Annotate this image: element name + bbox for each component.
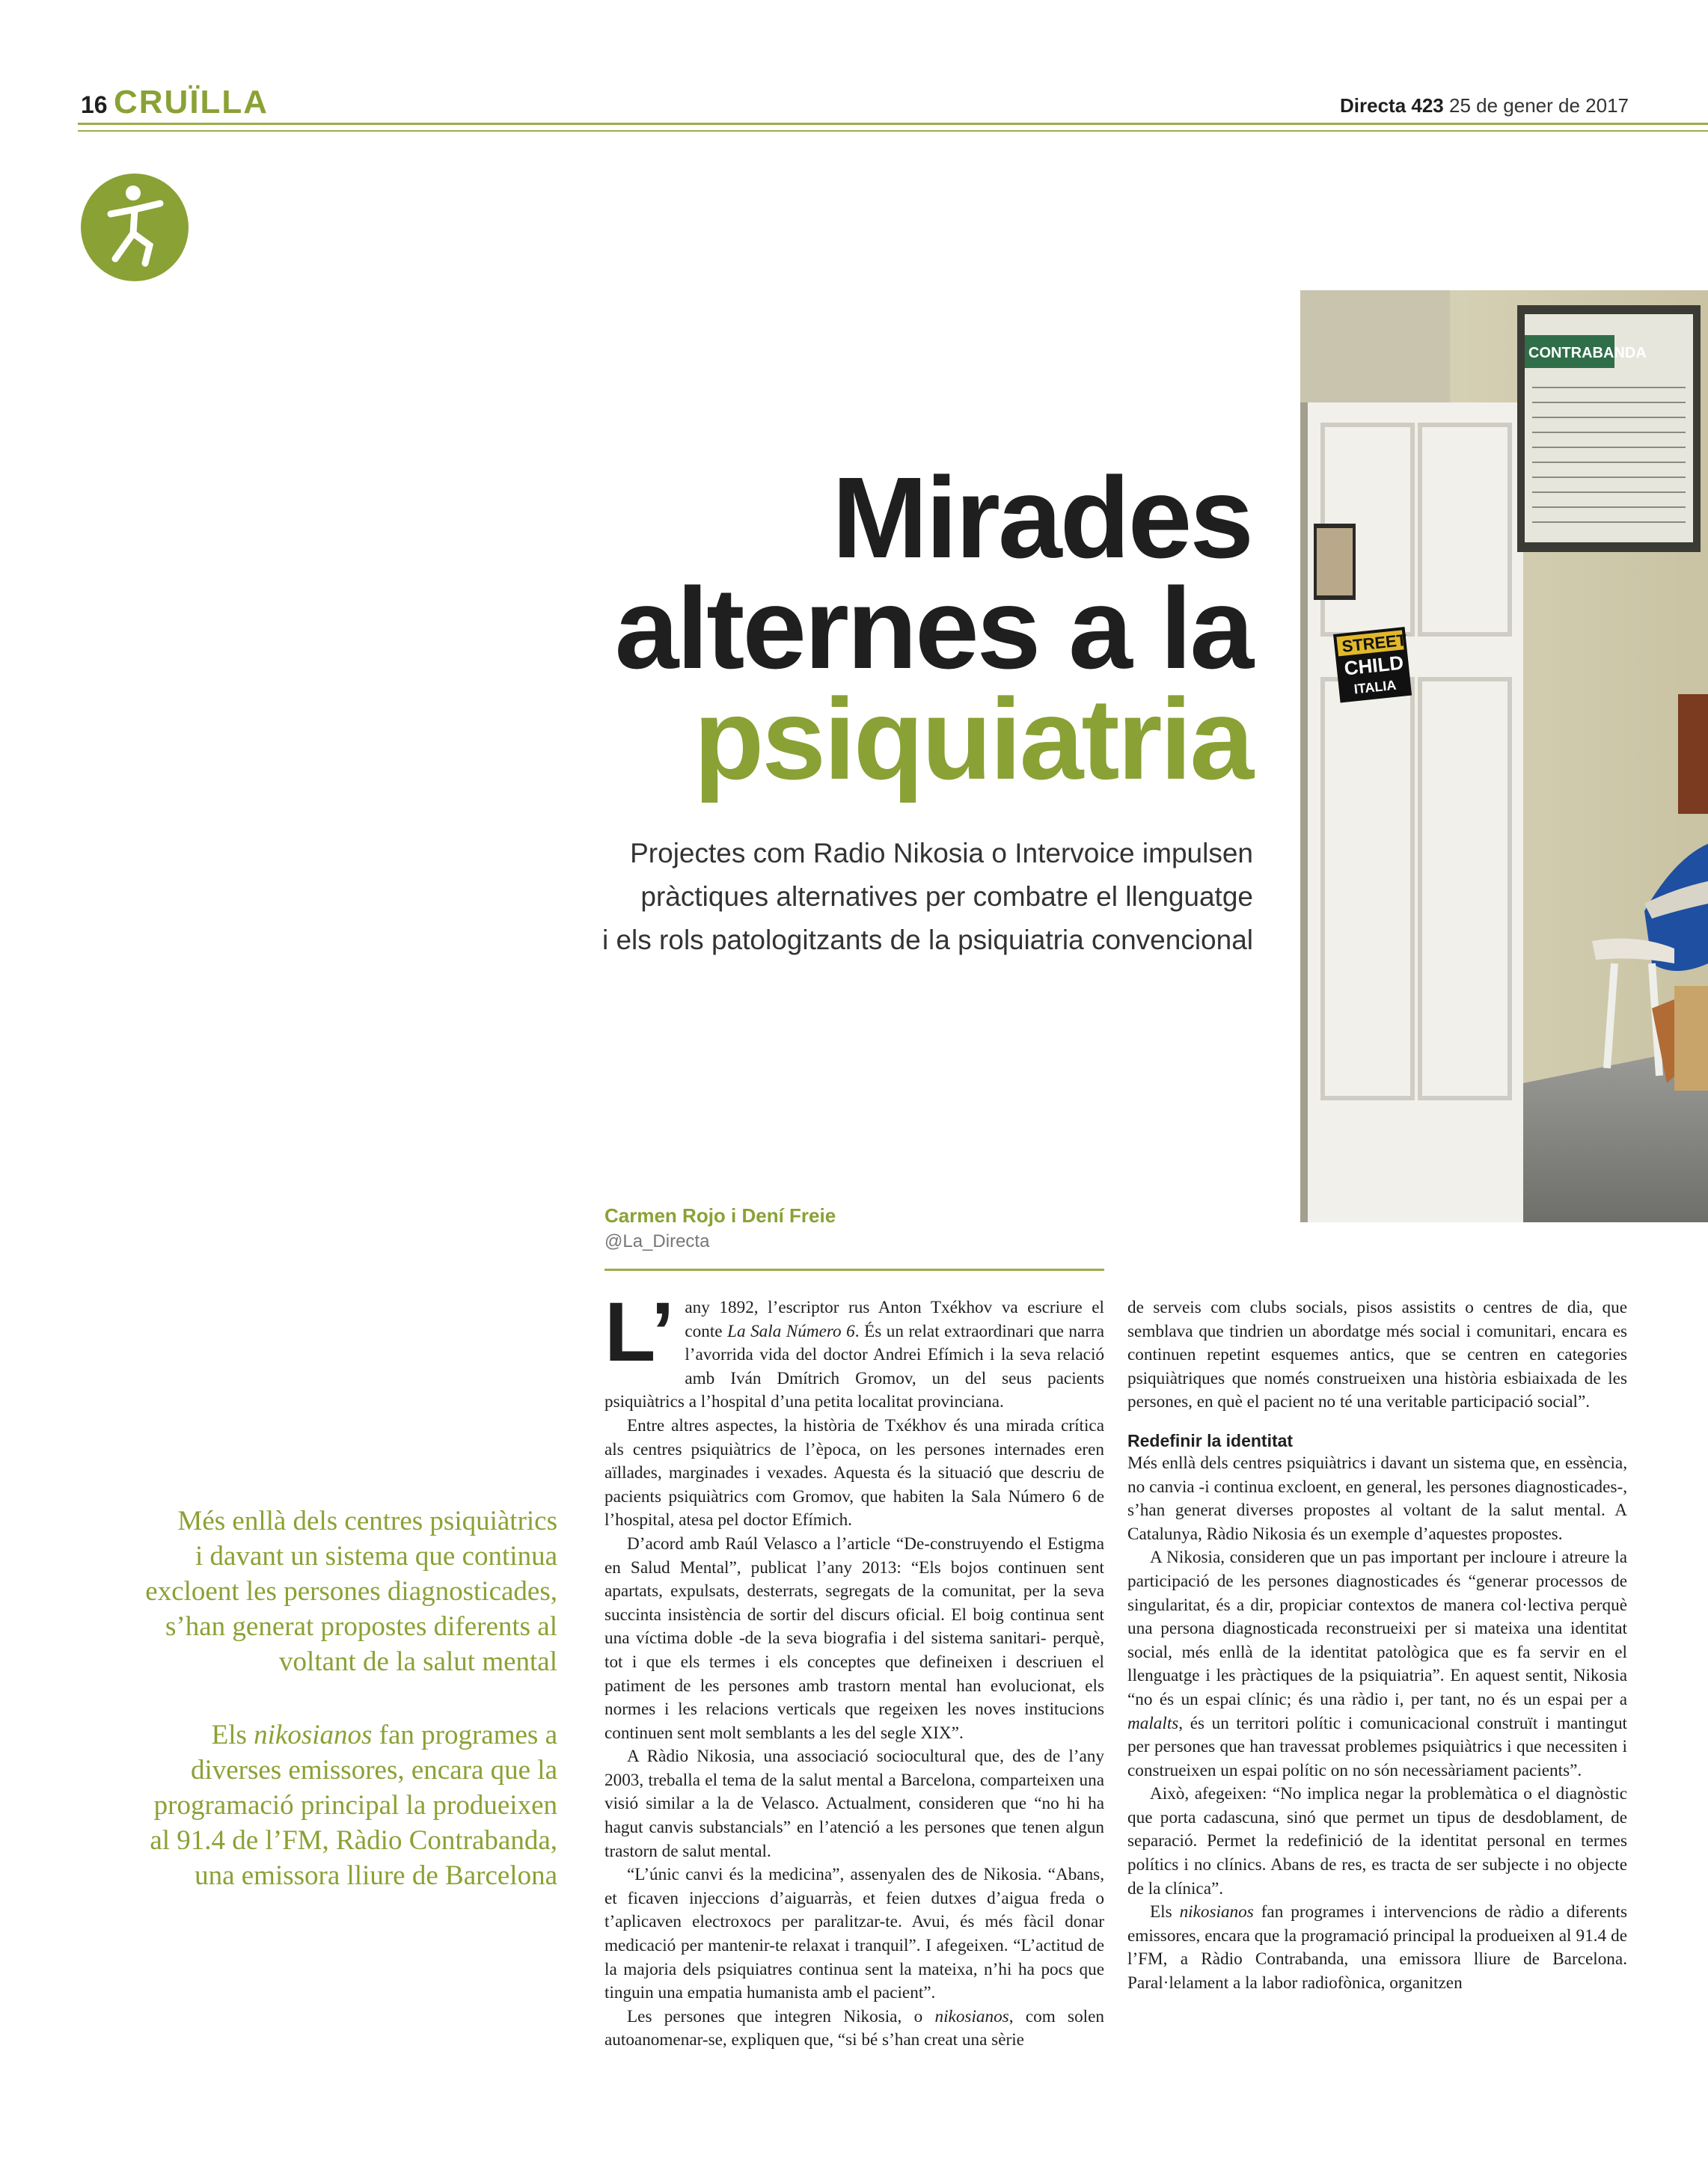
author-handle[interactable]: @La_Directa bbox=[604, 1231, 710, 1251]
body-column-2 bbox=[1127, 1296, 1627, 1996]
pullquote-line: i davant un sistema que continua bbox=[195, 1541, 557, 1572]
pullquote-line: excloent les persones diagnosticades, bbox=[145, 1576, 557, 1607]
body-paragraph bbox=[1127, 1546, 1627, 1783]
body-text: Els bbox=[1150, 1902, 1180, 1922]
sticker-line-2: CHILD bbox=[1343, 651, 1405, 680]
body-paragraph: de serveis com clubs socials, pisos assistits o centres de dia, que semblava que tindrien un abordatge més social i comunitari, encara es continuen repetint esquemes antics, que se centren en categories psiquiàtriques que només construeixen una història esbiaixada de les persones, en què el pacient no té una veritable participació social”. bbox=[1127, 1298, 1627, 1412]
body-italic: nikosianos bbox=[1179, 1902, 1254, 1922]
body-text: any 1892, l’escriptor rus Anton Txékhov va escriure el conte bbox=[685, 1298, 1104, 1341]
body-text: Les persones que integren Nikosia, o bbox=[627, 2006, 935, 2026]
pullquote-italic: nikosianos bbox=[254, 1720, 373, 1750]
body-paragraph: D’acord amb Raúl Velasco a l’article “De-construyendo el Estigma en Salud Mental”, publicat l’any 2013: “Els bojos continuen sent apartats, expulsats, desterrats, segregats de la comunitat, per la seva succinta insistència de sortir del discurs oficial. El boig continua sent una víctima doble -de la seva biografia i del sistema sanitari- perquè, tot i que els termes i els conceptes que defineixen i descriuen el patiment de les persones amb trastorn mental han evolucionat, els normes i les relacions verticals que regeixen les noves institucions continuen sent molt semblants a les del segle XIX”. bbox=[604, 1533, 1104, 1743]
body-paragraph bbox=[604, 1285, 1104, 1415]
subheading: Redefinir la identitat bbox=[1127, 1430, 1294, 1450]
body-text: A Nikosia, consideren que un pas important per incloure i atreure la participació de les persones diagnosticades és “generar processos de singularitat, és a dir, propiciar contextos de manera col·lectiva perquè una persona diagnosticada reconstrueixi per si mateixa una identitat social, més enllà de la identitat patològica que es fa servir en el llenguatge i les pràctiques de la psiquiatria”. En aquest sentit, Nikosia “no és un espai clínic; és una ràdio i, per tant, no és un espai per a bbox=[1127, 1548, 1627, 1709]
pullquote-line: programació principal la produeixen bbox=[153, 1790, 557, 1821]
drop-cap: L’ bbox=[604, 1285, 675, 1379]
sticker-line-1: STREET bbox=[1341, 630, 1408, 656]
body-text: , com solen autoanomenar-se, expliquen que, “si bé s’han creat una sèrie bbox=[604, 2006, 1104, 2050]
article-subtitle bbox=[430, 832, 1253, 962]
pullquote-word: Els bbox=[211, 1720, 247, 1750]
title-line-2: alternes a la bbox=[614, 564, 1252, 693]
title-line-1: Mirades bbox=[831, 453, 1252, 582]
article-photo bbox=[1300, 290, 1708, 1222]
title-accent: psiquiatria bbox=[694, 675, 1252, 803]
pullquote-1 bbox=[64, 1504, 557, 1679]
body-column-1 bbox=[604, 1285, 1104, 2053]
byline-rule bbox=[604, 1269, 1104, 1271]
body-text: . És un relat extraordinari que narra l’avorrida vida del doctor Andrei Efímich i la seva relació amb Iván Dmítrich Gromov, un del seus pacients psiquiàtrics a l’hospital d’una petita localitat provinciana. bbox=[604, 1321, 1104, 1412]
body-paragraph: A Ràdio Nikosia, una associació sociocultural que, des de l’any 2003, treballa el tema de la salut mental a Barcelona, comparteixen una visió similar a la de Velasco. Actualment, consideren que “no hi ha hagut canvis substancials” en l’atenció a les persones que tenen algun trastorn de salut mental. bbox=[604, 1747, 1104, 1861]
sticker-line-3: ITALIA bbox=[1353, 677, 1398, 697]
stick-figure-icon bbox=[81, 174, 189, 281]
issue-info bbox=[1340, 94, 1629, 117]
article-title bbox=[429, 453, 1252, 803]
pullquote-word: fan programes a bbox=[379, 1720, 557, 1750]
body-text: fan programes i intervencions de ràdio a diferents emissores, encara que la programació principal la produeixen al 91.4 de l’FM, a Ràdio Contrabanda, una emissora lliure de Barcelona. Paral·lelament a la labor radiofònica, organitzen bbox=[1127, 1902, 1627, 1993]
body-paragraph bbox=[1127, 1901, 1627, 1995]
section-title: CRUÏLLA bbox=[114, 84, 269, 120]
publication-name: Directa 423 bbox=[1340, 94, 1444, 117]
body-text: , és un territori polític i comunicacional construït i mantingut per persones que han travessat problemes psiquiàtrics i que necessiten i construeixen un espai polític on no són necessàriament pacients”. bbox=[1127, 1713, 1627, 1780]
body-paragraph bbox=[604, 2005, 1104, 2053]
sign-text: CONTRABANDA bbox=[1528, 345, 1647, 361]
body-paragraph: “L’únic canvi és la medicina”, assenyalen des de Nikosia. “Abans, et ficaven injeccions d’aiguarràs, et feien dutxes d’aigua freda o t’aplicaven electroxocs per paralitzar-te. Avui, és més fàcil donar medicació per mantenir-te relaxat i tranquil”. I afegeixen. “L’actitud de la majoria dels psiquiatres continua sent la mateixa, n’hi ha pocs que tinguin una empatia humanista amb el pacient”. bbox=[604, 1865, 1104, 2003]
body-paragraph: Més enllà dels centres psiquiàtrics i davant un sistema que, en essència, no canvia -i continua excloent, en general, les persones diagnosticades-, s’han generat diverses propostes al voltant de la salut mental. A Catalunya, Ràdio Nikosia és un exemple d’aquestes propostes. bbox=[1127, 1453, 1627, 1544]
header-rule-thin bbox=[78, 130, 1708, 132]
subtitle-line-2: pràctiques alternatives per combatre el llenguatge bbox=[640, 881, 1253, 912]
body-italic: nikosianos bbox=[934, 2006, 1009, 2026]
body-italic: La Sala Número 6 bbox=[727, 1321, 855, 1341]
author-byline: Carmen Rojo i Dení Freie bbox=[604, 1204, 836, 1227]
subtitle-line-3: i els rols patologitzants de la psiquiatria convencional bbox=[602, 925, 1253, 955]
pullquote-2 bbox=[64, 1717, 557, 1893]
page-number: 16 bbox=[81, 91, 108, 118]
pullquote-line: al 91.4 de l’FM, Ràdio Contrabanda, bbox=[150, 1825, 557, 1856]
subtitle-line-1: Projectes com Radio Nikosia o Intervoice impulsen bbox=[630, 838, 1253, 868]
body-paragraph: Això, afegeixen: “No implica negar la problemàtica o el diagnòstic que porta cadascuna, sinó que permet un tipus de desdoblament, de separació. Permet la redefinició de la identitat personal en termes polítics i no clínics. Abans de res, es tracta de ser subjecte i no objecte de la clínica”. bbox=[1127, 1784, 1627, 1898]
pullquote-line: diverses emissores, encara que la bbox=[190, 1755, 557, 1786]
pullquote-line bbox=[64, 1717, 557, 1753]
issue-date: 25 de gener de 2017 bbox=[1449, 94, 1629, 117]
body-paragraph: Entre altres aspectes, la història de Txékhov és una mirada crítica als centres psiquiàtrics de l’època, on les persones internades eren aïllades, marginades i vexades. Aquesta és la situació que descriu de pacients psiquiàtrics com Gromov, que habiten la Sala Número 6 de l’hospital, atesa pel doctor Efímich. bbox=[604, 1415, 1104, 1530]
pullquote-line: voltant de la salut mental bbox=[279, 1646, 557, 1677]
photo-illustration bbox=[1300, 290, 1708, 1222]
body-italic: malalts bbox=[1127, 1713, 1179, 1733]
header-rule bbox=[78, 123, 1708, 125]
pullquote-line: una emissora lliure de Barcelona bbox=[195, 1860, 557, 1891]
pullquote-line: Més enllà dels centres psiquiàtrics bbox=[177, 1506, 557, 1536]
pullquote-line: s’han generat propostes diferents al bbox=[165, 1611, 557, 1642]
